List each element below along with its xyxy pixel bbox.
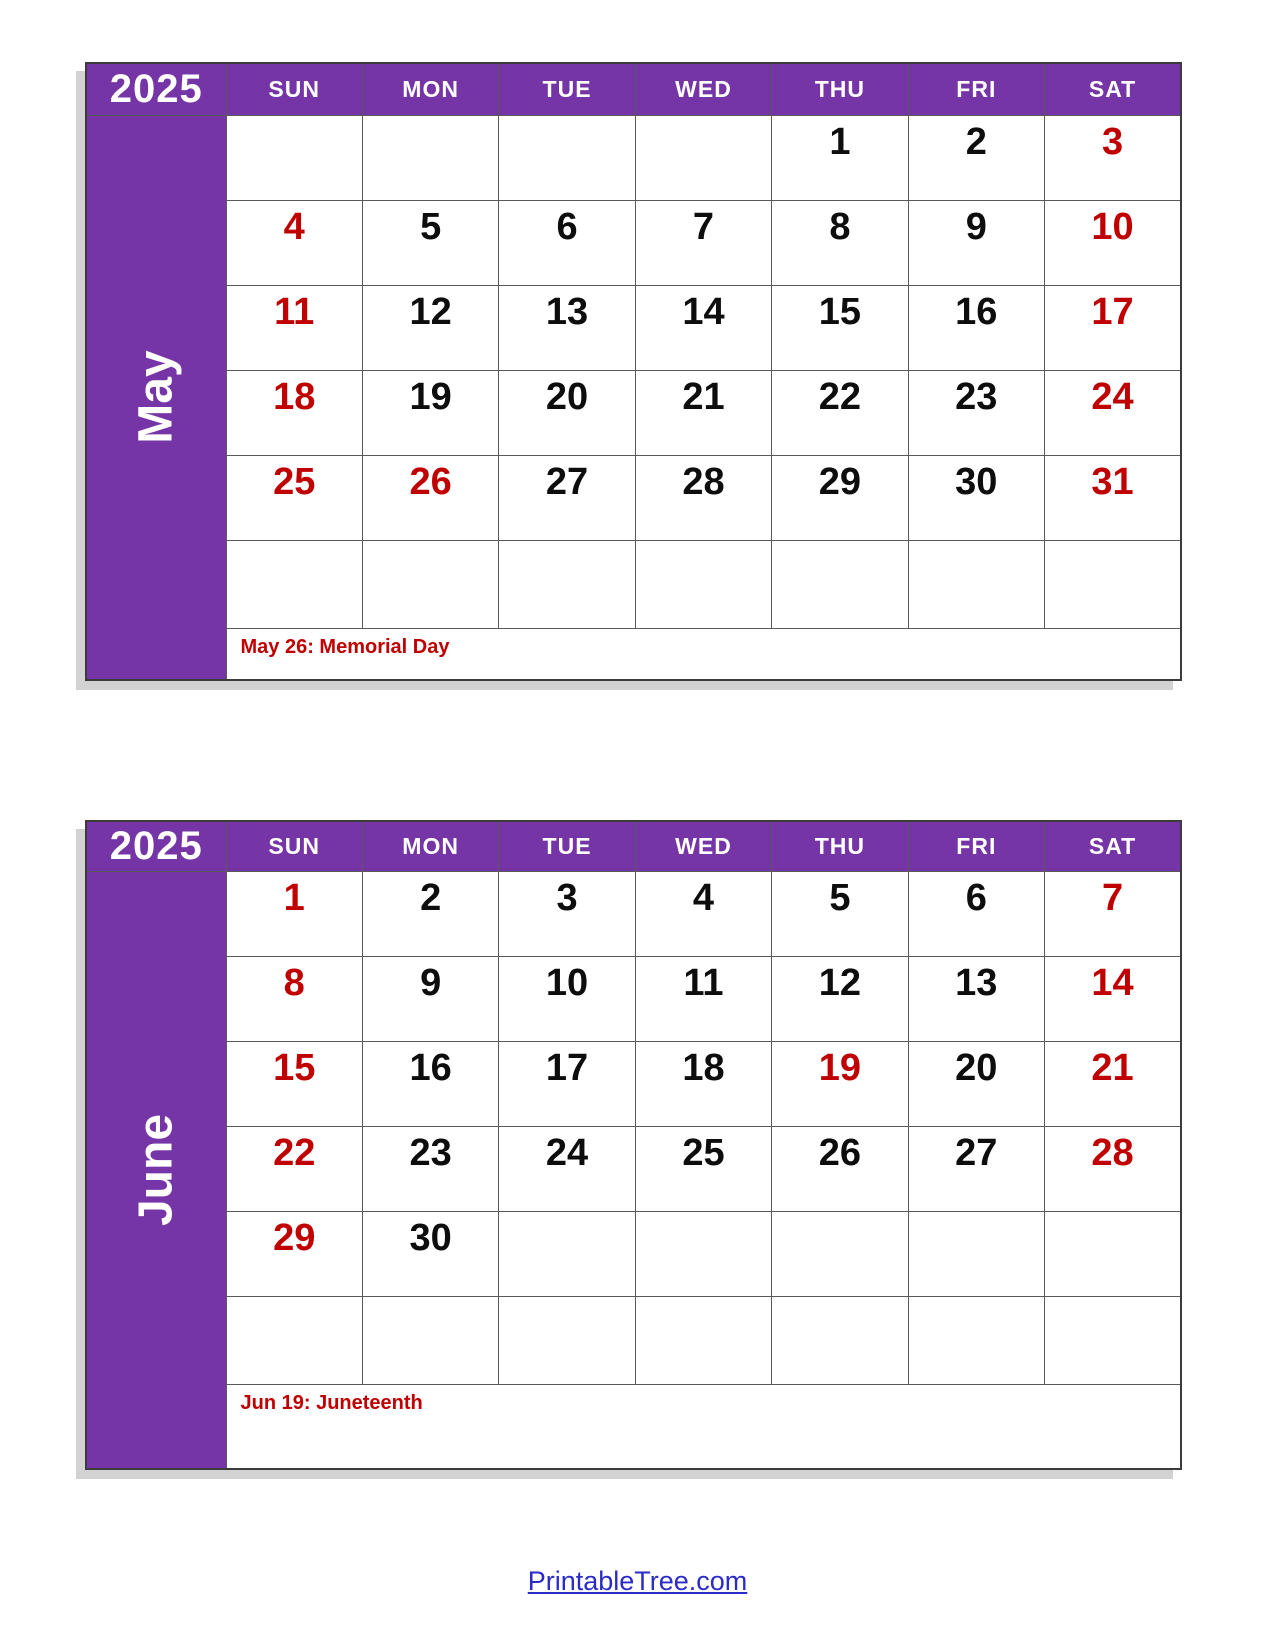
date-cell-12: 12 — [362, 285, 498, 370]
empty-cell — [499, 1296, 635, 1384]
date-cell-6: 6 — [908, 871, 1044, 956]
day-header-mon: MON — [362, 821, 498, 871]
date-cell-5: 5 — [772, 871, 908, 956]
date-cell-12: 12 — [772, 956, 908, 1041]
date-cell-26: 26 — [362, 455, 498, 540]
day-header-sat: SAT — [1045, 63, 1181, 115]
date-cell-22: 22 — [226, 1126, 362, 1211]
week-row — [86, 285, 1181, 370]
date-cell-25: 25 — [635, 1126, 771, 1211]
empty-cell — [772, 540, 908, 628]
date-cell-5: 5 — [362, 200, 498, 285]
week-row — [86, 1041, 1181, 1126]
empty-cell — [362, 1296, 498, 1384]
month-label: May — [129, 350, 183, 444]
week-row — [86, 115, 1181, 200]
may-calendar-table — [85, 62, 1182, 681]
empty-cell — [908, 1296, 1044, 1384]
date-cell-23: 23 — [362, 1126, 498, 1211]
empty-cell — [499, 540, 635, 628]
week-row — [86, 200, 1181, 285]
week-row — [86, 1126, 1181, 1211]
day-header-fri: FRI — [908, 821, 1044, 871]
week-row — [86, 370, 1181, 455]
day-header-thu: THU — [772, 63, 908, 115]
empty-week-row — [86, 1296, 1181, 1384]
footer — [0, 1566, 1275, 1597]
holiday-note: May 26: Memorial Day — [226, 628, 1181, 680]
day-header-mon: MON — [362, 63, 498, 115]
date-cell-19: 19 — [362, 370, 498, 455]
date-cell-21: 21 — [1045, 1041, 1181, 1126]
date-cell-30: 30 — [362, 1211, 498, 1296]
date-cell-9: 9 — [908, 200, 1044, 285]
date-cell-empty — [499, 1211, 635, 1296]
date-cell-27: 27 — [908, 1126, 1044, 1211]
holiday-note: Jun 19: Juneteenth — [226, 1384, 1181, 1469]
empty-cell — [772, 1296, 908, 1384]
day-header-wed: WED — [635, 63, 771, 115]
month-label: June — [129, 1113, 183, 1226]
note-row — [86, 628, 1181, 680]
date-cell-4: 4 — [635, 871, 771, 956]
date-cell-24: 24 — [1045, 370, 1181, 455]
header-row — [86, 63, 1181, 115]
date-cell-20: 20 — [908, 1041, 1044, 1126]
date-cell-16: 16 — [362, 1041, 498, 1126]
day-header-sat: SAT — [1045, 821, 1181, 871]
date-cell-empty — [772, 1211, 908, 1296]
date-cell-18: 18 — [226, 370, 362, 455]
date-cell-21: 21 — [635, 370, 771, 455]
year-label: 2025 — [86, 63, 226, 115]
date-cell-19: 19 — [772, 1041, 908, 1126]
date-cell-empty — [226, 115, 362, 200]
empty-cell — [635, 1296, 771, 1384]
date-cell-24: 24 — [499, 1126, 635, 1211]
date-cell-3: 3 — [499, 871, 635, 956]
date-cell-17: 17 — [499, 1041, 635, 1126]
week-row — [86, 956, 1181, 1041]
date-cell-empty — [362, 115, 498, 200]
empty-cell — [362, 540, 498, 628]
date-cell-10: 10 — [499, 956, 635, 1041]
day-header-thu: THU — [772, 821, 908, 871]
week-row — [86, 871, 1181, 956]
date-cell-7: 7 — [1045, 871, 1181, 956]
date-cell-2: 2 — [908, 115, 1044, 200]
date-cell-22: 22 — [772, 370, 908, 455]
year-label: 2025 — [86, 821, 226, 871]
date-cell-15: 15 — [226, 1041, 362, 1126]
date-cell-28: 28 — [635, 455, 771, 540]
date-cell-27: 27 — [499, 455, 635, 540]
empty-cell — [1045, 1296, 1181, 1384]
note-row — [86, 1384, 1181, 1469]
empty-cell — [1045, 540, 1181, 628]
month-sidebar — [86, 871, 226, 1469]
empty-cell — [908, 540, 1044, 628]
date-cell-6: 6 — [499, 200, 635, 285]
date-cell-empty — [908, 1211, 1044, 1296]
date-cell-10: 10 — [1045, 200, 1181, 285]
date-cell-empty — [635, 1211, 771, 1296]
date-cell-26: 26 — [772, 1126, 908, 1211]
date-cell-11: 11 — [226, 285, 362, 370]
empty-cell — [635, 540, 771, 628]
header-row — [86, 821, 1181, 871]
date-cell-empty — [1045, 1211, 1181, 1296]
june-calendar-table — [85, 820, 1182, 1470]
date-cell-13: 13 — [908, 956, 1044, 1041]
date-cell-28: 28 — [1045, 1126, 1181, 1211]
date-cell-29: 29 — [226, 1211, 362, 1296]
calendar-june — [85, 820, 1182, 1470]
day-header-sun: SUN — [226, 63, 362, 115]
week-row — [86, 1211, 1181, 1296]
date-cell-11: 11 — [635, 956, 771, 1041]
date-cell-14: 14 — [635, 285, 771, 370]
printabletree-link[interactable]: PrintableTree.com — [527, 1566, 748, 1596]
day-header-sun: SUN — [226, 821, 362, 871]
day-header-tue: TUE — [499, 63, 635, 115]
date-cell-18: 18 — [635, 1041, 771, 1126]
date-cell-9: 9 — [362, 956, 498, 1041]
date-cell-3: 3 — [1045, 115, 1181, 200]
date-cell-8: 8 — [772, 200, 908, 285]
date-cell-31: 31 — [1045, 455, 1181, 540]
date-cell-25: 25 — [226, 455, 362, 540]
day-header-tue: TUE — [499, 821, 635, 871]
date-cell-14: 14 — [1045, 956, 1181, 1041]
date-cell-8: 8 — [226, 956, 362, 1041]
date-cell-empty — [635, 115, 771, 200]
empty-cell — [226, 1296, 362, 1384]
day-header-fri: FRI — [908, 63, 1044, 115]
date-cell-29: 29 — [772, 455, 908, 540]
date-cell-2: 2 — [362, 871, 498, 956]
empty-week-row — [86, 540, 1181, 628]
month-sidebar — [86, 115, 226, 680]
date-cell-4: 4 — [226, 200, 362, 285]
date-cell-1: 1 — [226, 871, 362, 956]
date-cell-7: 7 — [635, 200, 771, 285]
date-cell-1: 1 — [772, 115, 908, 200]
date-cell-20: 20 — [499, 370, 635, 455]
date-cell-16: 16 — [908, 285, 1044, 370]
date-cell-17: 17 — [1045, 285, 1181, 370]
date-cell-empty — [499, 115, 635, 200]
date-cell-15: 15 — [772, 285, 908, 370]
empty-cell — [226, 540, 362, 628]
calendar-may — [85, 62, 1182, 681]
week-row — [86, 455, 1181, 540]
date-cell-13: 13 — [499, 285, 635, 370]
date-cell-23: 23 — [908, 370, 1044, 455]
date-cell-30: 30 — [908, 455, 1044, 540]
day-header-wed: WED — [635, 821, 771, 871]
